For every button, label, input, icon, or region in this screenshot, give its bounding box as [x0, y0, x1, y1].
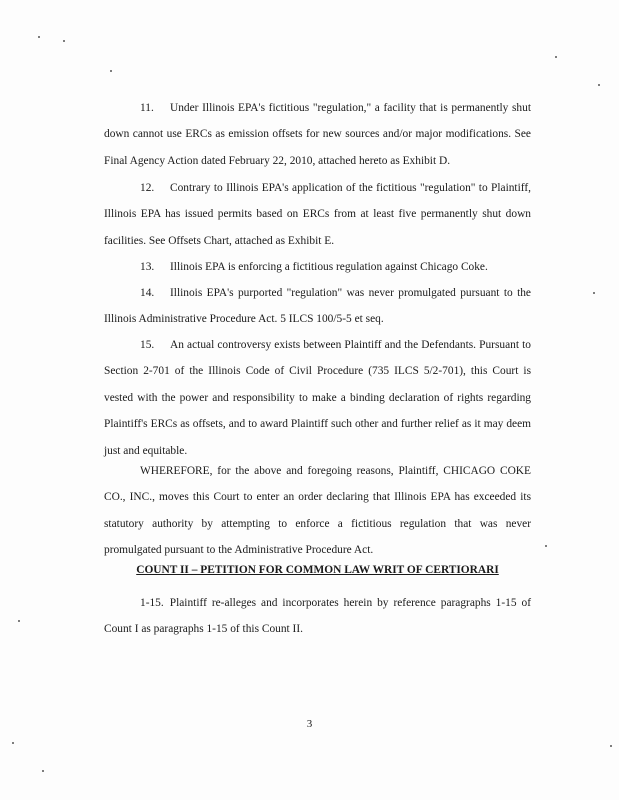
- scan-speck: [555, 56, 557, 58]
- paragraph-number: 13.: [140, 261, 155, 273]
- scan-speck: [610, 745, 612, 747]
- paragraph-text: Illinois EPA's purported "regulation" was never promulgated pursuant to the Illinois Administrative Procedure Act. 5 ILCS 100/5-5 et seq.: [104, 287, 531, 326]
- paragraph-number: 11.: [140, 102, 154, 114]
- paragraph-number: 12.: [140, 182, 155, 194]
- scan-speck: [598, 84, 600, 86]
- paragraph-12: [104, 175, 531, 254]
- paragraph-number: 14.: [140, 287, 155, 299]
- scan-speck: [18, 620, 20, 622]
- count-heading: COUNT II – PETITION FOR COMMON LAW WRIT OF CERTIORARI: [136, 564, 499, 576]
- scan-speck: [593, 292, 595, 294]
- paragraph-number: 15.: [140, 339, 155, 351]
- paragraph-14: [104, 280, 531, 333]
- paragraph-text: Illinois EPA is enforcing a fictitious regulation against Chicago Coke.: [170, 261, 488, 273]
- paragraph-text: Plaintiff re-alleges and incorporates herein by reference paragraphs 1-15 of Count I as paragraphs 1-15 of this Count II.: [104, 597, 531, 636]
- paragraph-11: [104, 95, 531, 174]
- scan-speck: [545, 545, 547, 547]
- scan-speck: [110, 70, 112, 72]
- paragraph-15: [104, 332, 531, 464]
- paragraph-number: 1-15.: [140, 597, 164, 609]
- paragraph-text: Under Illinois EPA's fictitious "regulation," a facility that is permanently shut down cannot use ERCs as emission offsets for new sources and/or major modifications. See Final Agency Action dated February 22, 2010, attached hereto as Exhibit D.: [104, 102, 531, 167]
- paragraph-text: Contrary to Illinois EPA's application of the fictitious "regulation" to Plaintiff, Illinois EPA has issued permits based on ERCs from at least five permanently shut down facilities. See Offsets Chart, attached as Exhibit E.: [104, 182, 531, 247]
- paragraph-text: WHEREFORE, for the above and foregoing reasons, Plaintiff, CHICAGO COKE CO., INC., moves this Court to enter an order declaring that Illinois EPA has exceeded its statutory authority by attempting to enforce a fictitious regulation that was never promulgated pursuant to the Administrative Procedure Act.: [104, 465, 531, 557]
- count-paragraph: [104, 590, 531, 643]
- scan-speck: [12, 742, 14, 744]
- scan-speck: [42, 770, 44, 772]
- wherefore-clause: [104, 458, 531, 564]
- scan-speck: [38, 36, 40, 38]
- page-number: 3: [306, 718, 313, 730]
- paragraph-13: [104, 254, 531, 280]
- scan-speck: [63, 40, 65, 42]
- paragraph-text: An actual controversy exists between Plaintiff and the Defendants. Pursuant to Section 2-701 of the Illinois Code of Civil Procedure (735 ILCS 5/2-701), this Court is vested with the power and responsibility to make a binding declaration of rights regarding Plaintiff's ERCs as offsets, and to award Plaintiff such other and further relief as it may deem just and equitable.: [104, 339, 531, 457]
